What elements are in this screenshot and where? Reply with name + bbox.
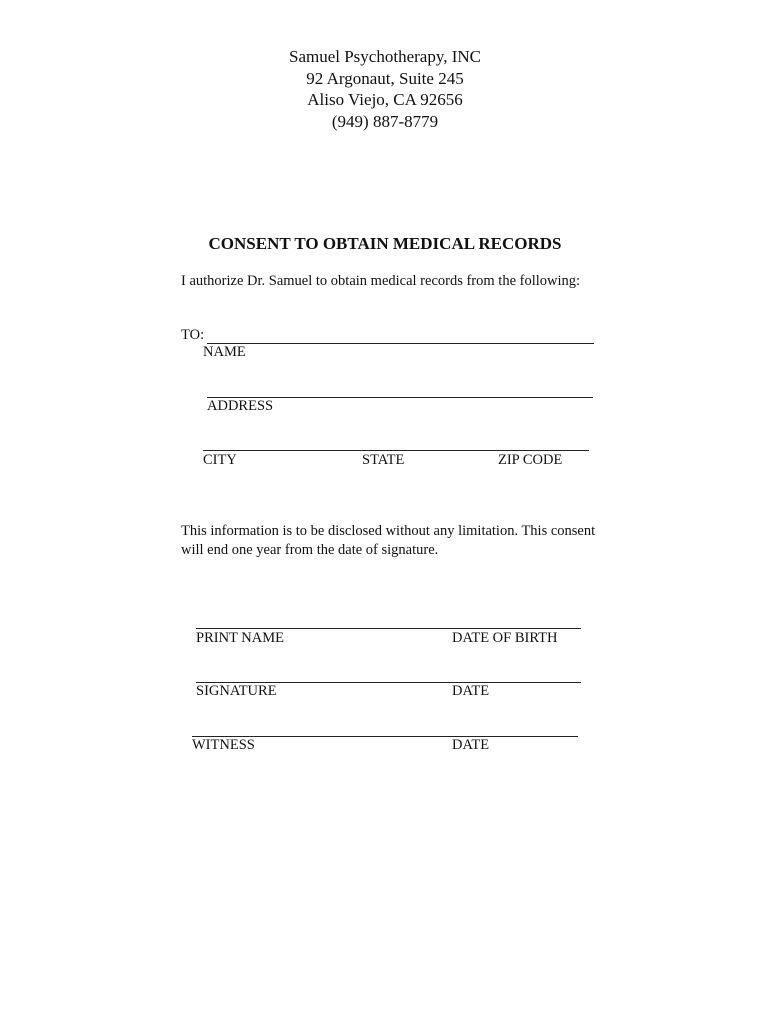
recipient-city-state-zip-line[interactable] (203, 450, 589, 451)
print-name-dob-line[interactable] (196, 628, 581, 629)
company-phone: (949) 887-8779 (331, 111, 439, 131)
signature-label: SIGNATURE (196, 683, 277, 699)
disclosure-paragraph (181, 522, 641, 560)
witness-date-label: DATE (452, 737, 490, 753)
disclosure-line-2: will end one year from the date of signature. (181, 542, 439, 558)
to-label: TO: (181, 327, 205, 343)
state-label: STATE (362, 452, 405, 468)
signature-date-label: DATE (452, 683, 490, 699)
zip-code-label: ZIP CODE (498, 452, 563, 468)
form-title: CONSENT TO OBTAIN MEDICAL RECORDS (208, 234, 562, 253)
letterhead (0, 46, 770, 132)
witness-label: WITNESS (192, 737, 255, 753)
recipient-name-line[interactable] (207, 343, 594, 344)
company-address-line1: 92 Argonaut, Suite 245 (306, 68, 464, 88)
company-name: Samuel Psychotherapy, INC (288, 47, 481, 66)
city-label: CITY (203, 452, 237, 468)
name-label: NAME (203, 344, 246, 360)
company-address-line2: Aliso Viejo, CA 92656 (307, 90, 463, 109)
disclosure-line-1: This information is to be disclosed without any limitation. This consent (181, 523, 596, 539)
date-of-birth-label: DATE OF BIRTH (452, 630, 558, 646)
address-label: ADDRESS (207, 398, 274, 414)
print-name-label: PRINT NAME (196, 630, 284, 646)
authorization-statement: I authorize Dr. Samuel to obtain medical records from the following: (181, 273, 581, 289)
